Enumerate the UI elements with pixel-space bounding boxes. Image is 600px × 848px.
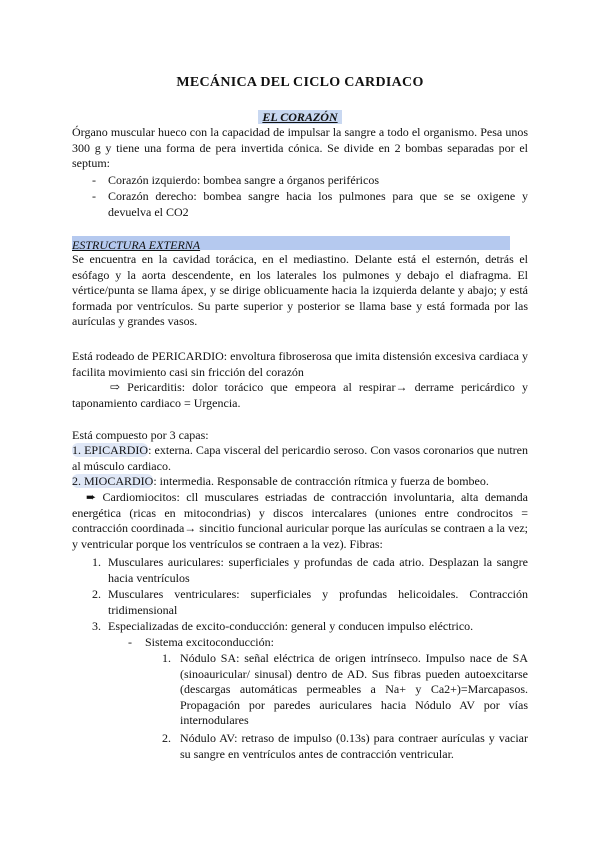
layer-description: : intermedia. Responsable de contracción rítmica y fuerza de bombeo. (153, 474, 489, 488)
section-heading-estructura-text: ESTRUCTURA EXTERNA (72, 238, 201, 252)
bullet-marker: - (92, 173, 96, 187)
node-item-sa: Nódulo SA: señal eléctrica de origen intrínseco. Impulso nace de SA (sinoauricular/ sinusal) dentro de AD. Sus fibras pueden autoexcitarse (descargas automáticas permeables a Na+ y Ca2+)=Marcapasos. Propagación por paredes auriculares hacia Nódulo AV por vías internodulares (180, 651, 528, 728)
fiber-number: 2. (92, 587, 101, 601)
bullet-marker: - (92, 189, 96, 203)
layer-number: 2. (72, 474, 81, 488)
layer-epicardio-label (72, 443, 148, 457)
layer-name: MIOCARDIO (84, 474, 154, 488)
corazon-intro-paragraph: Órgano muscular hueco con la capacidad de impulsar la sangre a todo el organismo. Pesa unos 300 g y tiene una forma de pera invertida cónica. Se divide en 2 bombas separadas por el septum: (72, 125, 528, 171)
sub-bullet-marker: - (128, 635, 132, 649)
node-item-av: Nódulo AV: retraso de impulso (0.13s) para contraer aurículas y vaciar su sangre en ventrículos antes de contracción ventricular. (180, 731, 528, 761)
layer-description: : externa. Capa visceral del pericardio seroso. Con vasos coronarios que nutren al músculo cardiaco. (72, 443, 528, 473)
bullet-right-heart: Corazón derecho: bombea sangre hacia los pulmones para que se se oxigene y devuelva el CO2 (108, 189, 528, 219)
fiber-item-especializadas: Especializadas de excito-conducción: general y conducen impulso eléctrico. (108, 619, 474, 633)
layer-epicardio (72, 443, 528, 474)
layer-miocardio (72, 474, 528, 490)
cardiomiocitos-paragraph (72, 490, 528, 552)
document-title: MECÁNICA DEL CICLO CARDIACO (176, 75, 424, 90)
estructura-paragraph-1: Se encuentra en la cavidad torácica, en el mediastino. Delante está el esternón, detrás el esófago y la aorta descendente, en los laterales los pulmones y debajo el diafragma. El vértice/punta se llama ápex, y se dirige oblicuamente hacia la izquierda delante y abajo; y está formada por ventrículos. Su parte superior y posterior se llama base y está formada por las aurículas y grandes vasos. (72, 252, 528, 329)
fiber-number: 1. (92, 555, 101, 569)
pericarditis-text: Pericarditis: dolor torácico que empeora al respirar→ derrame pericárdico y taponamiento cardiaco = Urgencia. (72, 380, 528, 410)
fiber-item-ventriculares: Musculares ventriculares: superficiales y profundas helicoidales. Contracción tridimensional (108, 587, 528, 617)
capas-intro: Está compuesto por 3 capas: (72, 428, 209, 442)
layer-name: EPICARDIO (84, 443, 149, 457)
layer-miocardio-label (72, 474, 153, 488)
section-heading-estructura (72, 236, 510, 250)
arrow-bullet-icon: ➨ (86, 490, 97, 504)
fiber-number: 3. (92, 619, 101, 633)
pericardio-paragraph: Está rodeado de PERICARDIO: envoltura fibroserosa que imita distensión excesiva cardiaca y facilita movimiento casi sin fricción del corazón (72, 349, 528, 379)
node-number: 1. (162, 651, 171, 665)
bullet-left-heart: Corazón izquierdo: bombea sangre a órganos periféricos (108, 173, 380, 187)
section-heading-corazon-text: EL CORAZÓN (258, 110, 341, 124)
node-number: 2. (162, 731, 171, 745)
fiber-item-auriculares: Musculares auriculares: superficiales y profundas de cada atrio. Desplazan la sangre hacia ventrículos (108, 555, 528, 585)
layer-number: 1. (72, 443, 81, 457)
sistema-excitoconduccion: Sistema excitoconducción: (145, 635, 274, 649)
section-heading-corazon (0, 108, 600, 126)
cardiomiocitos-text: Cardiomiocitos: cll musculares estriadas de contracción involuntaria, alta demanda energética (ricas en mitocondrias) y discos intercalares (uniones entre condrocitos = contracción coordinada→ sincitio funcional auricular porque las aurículas se contraen a la vez; y ventricular porque los ventrículos se contraen a la vez). Fibras: (72, 490, 529, 551)
pericarditis-paragraph (72, 380, 528, 411)
arrow-right-icon: ⇨ (110, 380, 121, 394)
